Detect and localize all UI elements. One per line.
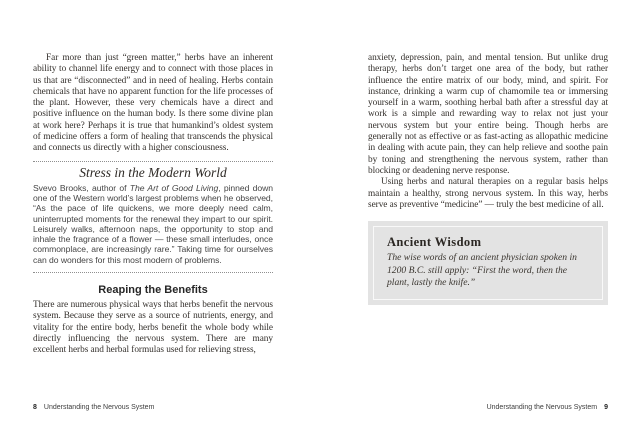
- right-page-footer: [487, 404, 608, 412]
- right-page: [368, 0, 608, 357]
- right-running-title: Understanding the Nervous System: [486, 404, 598, 411]
- stress-sidebar: [33, 161, 273, 273]
- left-page: [33, 0, 273, 357]
- sidebar-title: Stress in the Modern World: [79, 164, 227, 180]
- sidebar-body-text-end: , pinned down one of the Western world’s largest problems when he observed, “As the pace of life quickens, we more deeply need calm, uninterrupted moments for the renewal they impart to our spirit. Leisurely walks, afternoon naps, the opportunity to stop and inhale the fragrance of a flower — these small interludes, once commonplace, are increasingly rare.” Taking time for ourselves can do wonders for this most modern of problems.: [33, 182, 273, 265]
- left-page-footer: [33, 404, 154, 412]
- sidebar-body-text-start: Svevo Brooks, author of: [33, 182, 130, 193]
- reaping-benefits-heading: Reaping the Benefits: [98, 284, 208, 297]
- right-page-number: 9: [604, 404, 608, 411]
- continuation-paragraph: anxiety, depression, pain, and mental tension. But unlike drug therapy, herbs don’t target one area of the body, but rather influence the entire matrix of our body, mind, and spirit. For instance, drinking a warm cup of chamomile tea or immersing yourself in a warm, soothing herbal bath after a stressful day at work is a simple and rewarding way to relax not just your nervous system but your entire being. Though herbs are generally not as effective or as fast-acting as allopathic medicine in dealing with acute pain, they can help relieve and soothe pain by toning and strengthening the nervous system, rather than blocking or deadening nerve response.: [368, 53, 608, 176]
- intro-paragraph: Far more than just “green matter,” herbs have an inherent ability to channel life energy and to connect with those places in us that are “disconnected” and in need of healing. Herbs contain chemicals that have no apparent function for the life processes of the plant. However, these very chemicals have a direct and positive influence on the human body. Is there some divine plan at work here? Perhaps it is true that humankind’s oldest system of medicine offers a form of healing that transcends the physical and connects us directly with a higher consciousness.: [33, 53, 273, 154]
- sidebar-body: [33, 183, 273, 265]
- preventive-medicine-paragraph: Using herbs and natural therapies on a regular basis helps maintain a healthy, strong nervous system. In this way, herbs serve as preventive “medicine” — truly the best medicine of all.: [368, 177, 608, 210]
- ancient-wisdom-title: Ancient Wisdom: [387, 235, 482, 250]
- ancient-wisdom-quote: The wise words of an ancient physician spoken in 1200 B.C. still apply: “First the word, then the plant, lastly the knife.”: [387, 252, 577, 289]
- ancient-wisdom-box: [368, 221, 608, 305]
- left-running-title: Understanding the Nervous System: [43, 404, 155, 411]
- book-title-citation: The Art of Good Living: [129, 182, 219, 193]
- benefits-paragraph: There are numerous physical ways that herbs benefit the nervous system. Because they serve as a source of nutrients, energy, and vitality for the entire body, herbs benefit the whole body while directly influencing the nervous system. There are many excellent herbs and herbal formulas used for relieving stress,: [33, 300, 273, 356]
- ancient-wisdom-inner-frame: [373, 226, 603, 300]
- left-page-number: 8: [33, 404, 37, 411]
